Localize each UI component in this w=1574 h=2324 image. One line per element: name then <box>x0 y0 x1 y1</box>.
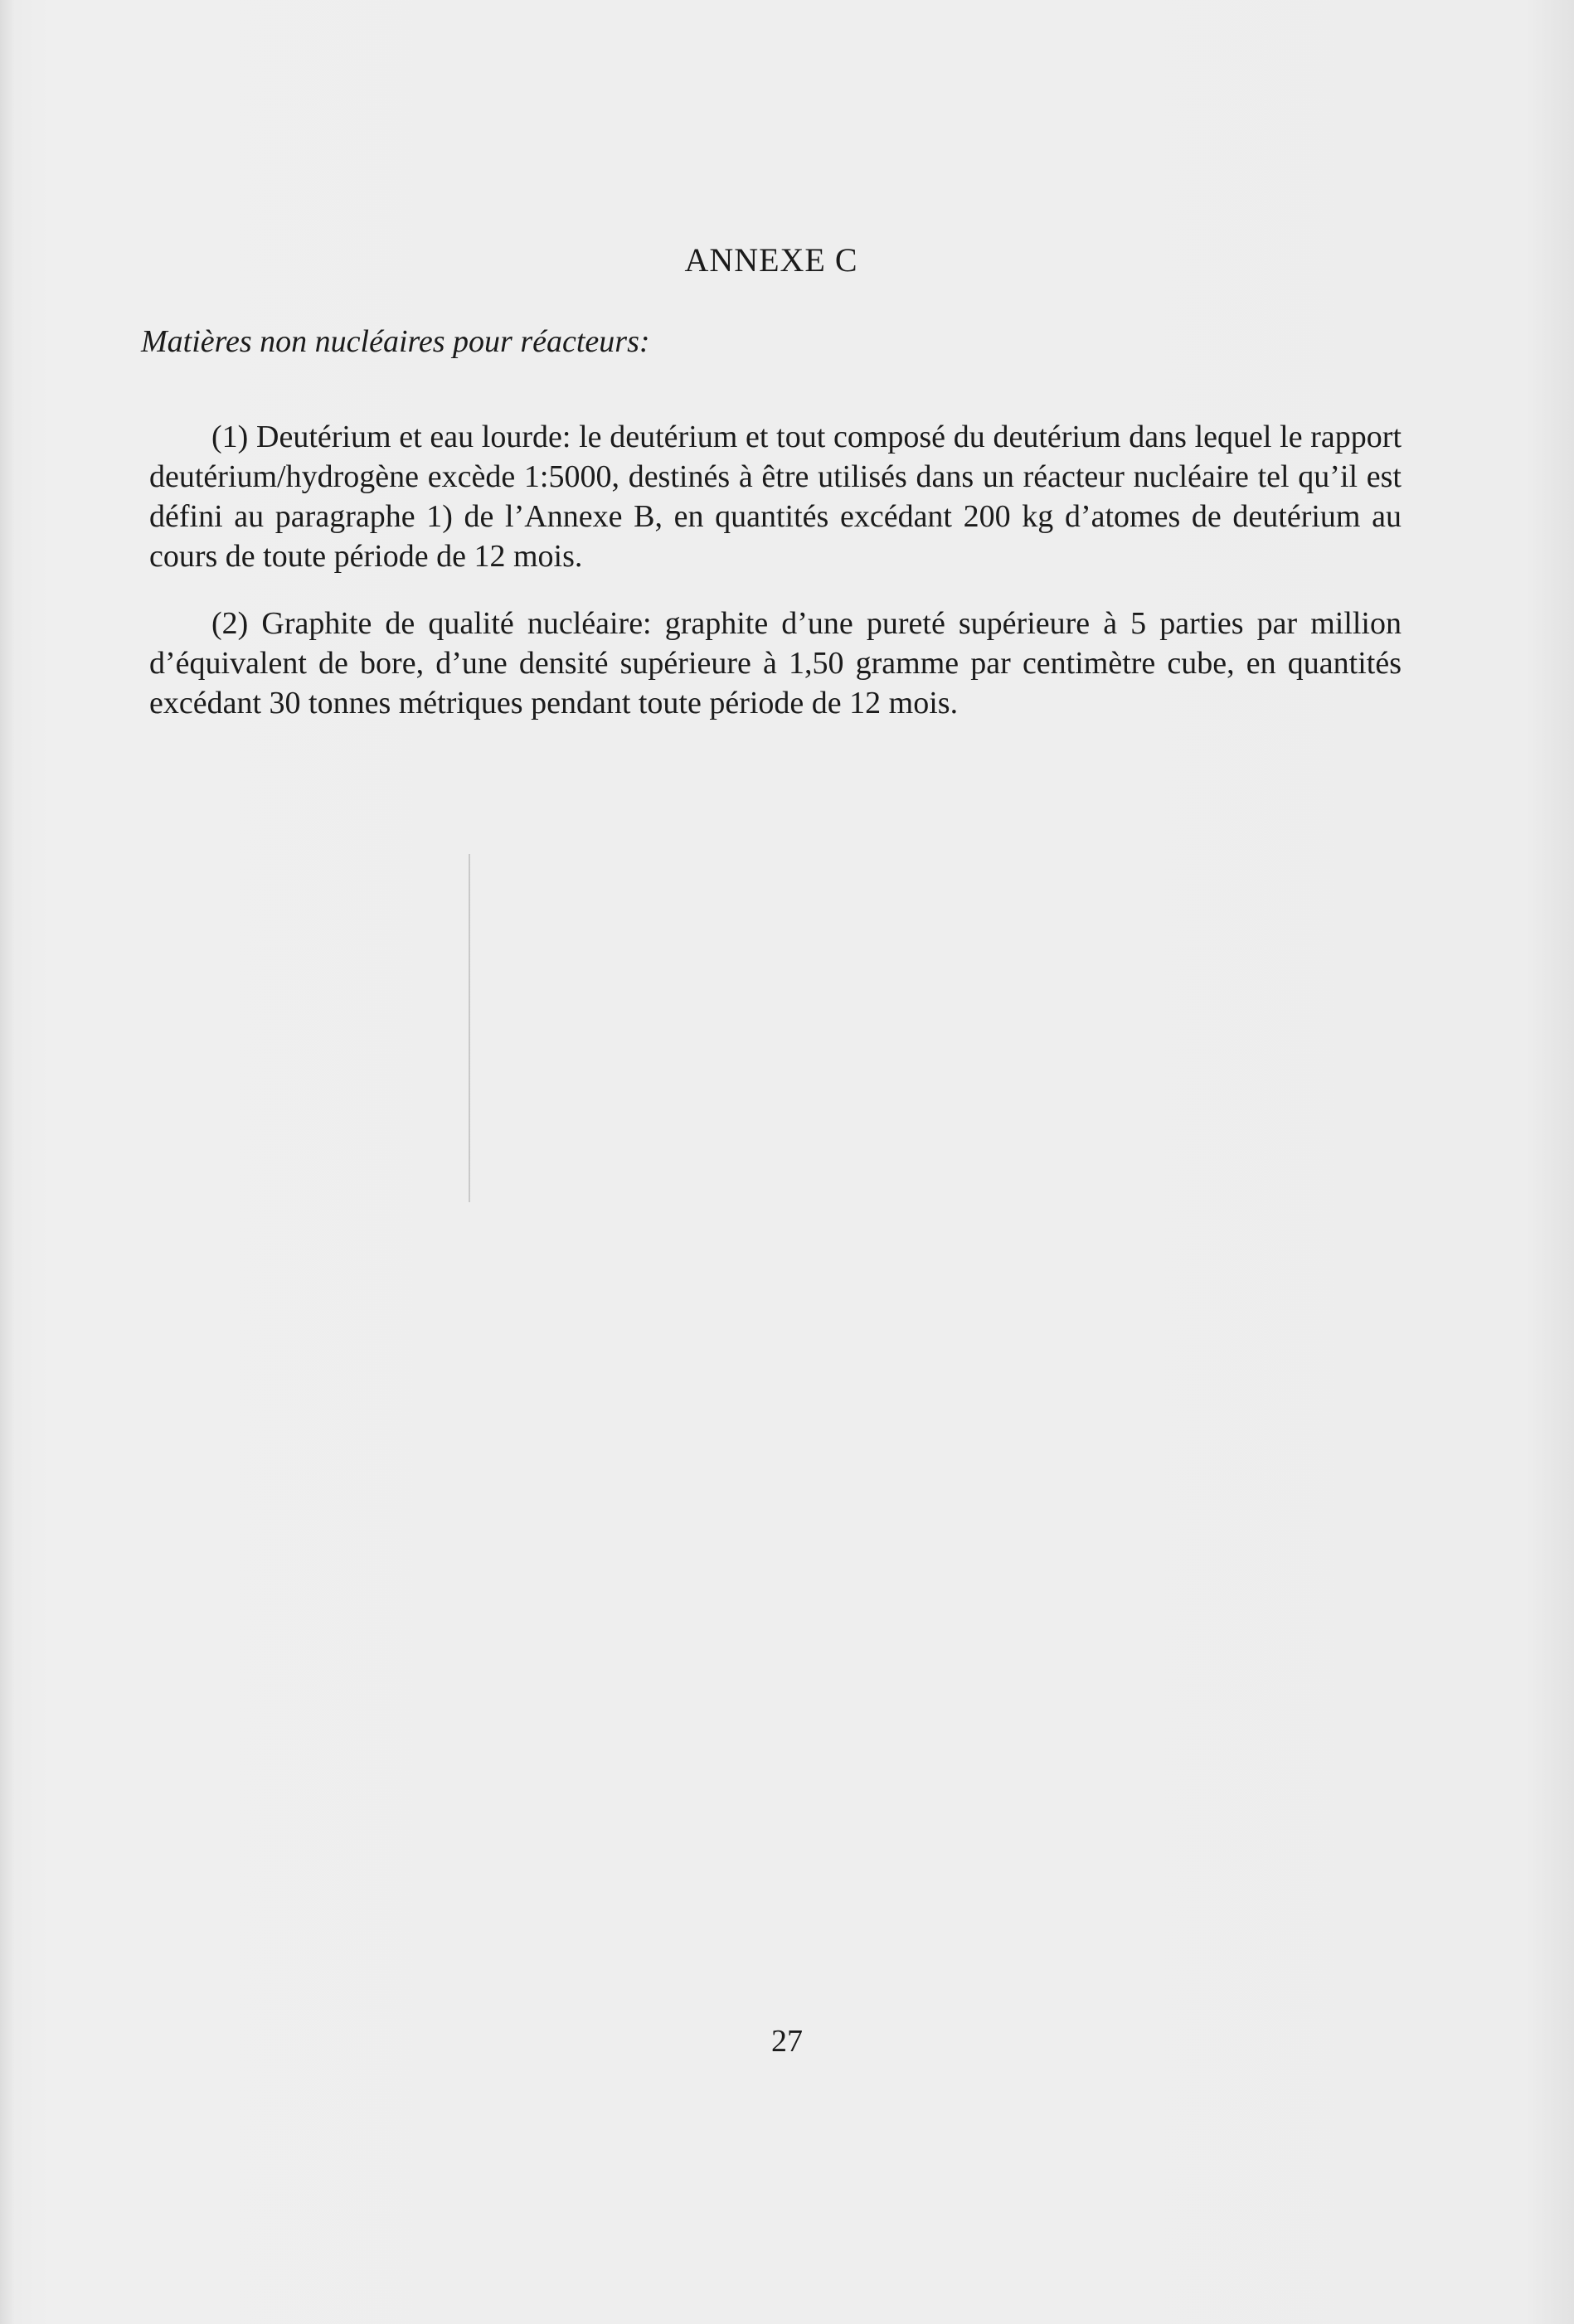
page-number: 27 <box>771 2024 803 2059</box>
show-through-rule <box>469 854 470 1202</box>
paragraph-deuterium: (1) Deutérium et eau lourde: le deutérium et tout composé du deutérium dans lequel le rapport deutérium/hydrogène excède 1:5000, destinés à être utilisés dans un réacteur nucléaire tel qu’il est défini au paragraphe 1) de l’Annexe B, en quantités excédant 200 kg d’atomes de deutérium au cours de toute période de 12 mois. <box>149 420 1402 574</box>
annex-subtitle: Matières non nucléaires pour réacteurs: <box>141 324 650 359</box>
paragraph-graphite: (2) Graphite de qualité nucléaire: graphite d’une pureté supérieure à 5 parties par million d’équivalent de bore, d’une densité supérieure à 1,50 gramme par centimètre cube, en quantités excédant 30 tonnes métriques pendant toute période de 12 mois. <box>149 606 1402 720</box>
annex-title: ANNEXE C <box>684 241 858 279</box>
